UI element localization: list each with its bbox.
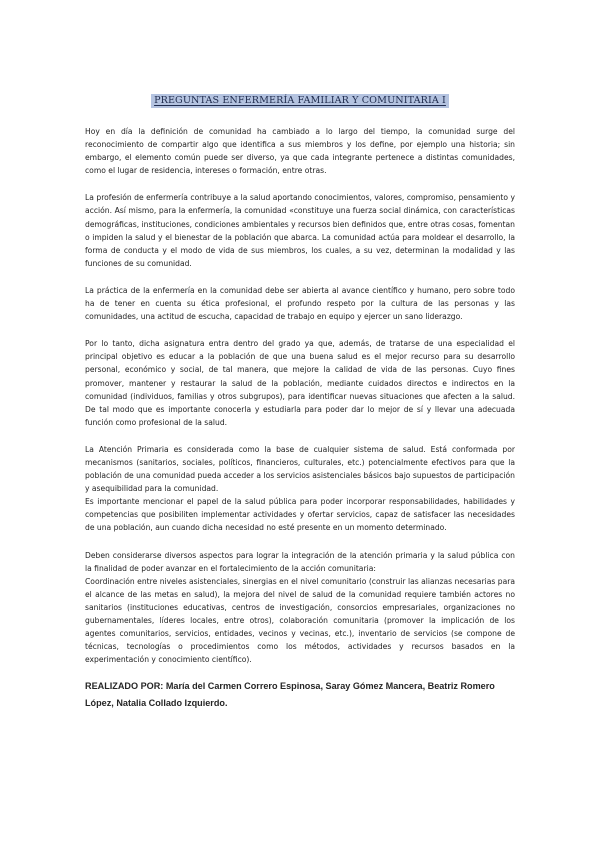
document-title: PREGUNTAS ENFERMERÍA FAMILIAR Y COMUNITARIA I — [151, 94, 449, 108]
paragraph-spacer — [85, 270, 515, 284]
authors-signature: REALIZADO POR: María del Carmen Correro Espinosa, Saray Gómez Mancera, Beatriz Romero López, Natalia Collado Izquierdo. — [85, 681, 495, 709]
paragraph-coordination: Coordinación entre niveles asistenciales, sinergias en el nivel comunitario (construir las alianzas necesarias para el alcance de las metas en salud), la mejora del nivel de salud de la comunidad requiere también actores no sanitarios (instituciones educativas, centros de investigación, consorcios empresariales, organizaciones no gubernamentales, líderes locales, entre otros), colaboración comunitaria (promover la implicación de los agentes comunitarios, servicios, entidades, vecinos y vecinas, etc.), inventario de servicios (se compone de técnicas, tecnologías o procedimientos como los métodos, actividades y recursos basados en la experimentación y conocimiento científico). — [85, 576, 515, 665]
document-body — [85, 125, 515, 712]
paragraph-spacer — [85, 666, 515, 678]
paragraph-subject-objective: Por lo tanto, dicha asignatura entra dentro del grado ya que, además, de tratarse de una especialidad el principal objetivo es educar a la población de que una buena salud es el mejor recurso para su desarrollo personal, económico y social, de tal manera, que mejore la calidad de vida de las personas. Cuyo fines promover, mantener y restaurar la salud de la población, mediante cuidados directos e indirectos en la comunidad (individuos, familias y otros subgrupos), para identificar nuevas situaciones que afecten a la salud. De tal modo que es importante conocerla y estudiarla para poder dar lo mejor de sí y llevar una adecuada función como profesional de la salud. — [85, 339, 515, 427]
paragraph-nursing-profession: La profesión de enfermería contribuye a la salud aportando conocimientos, valores, compromiso, pensamiento y acción. Así mismo, para la enfermería, la comunidad «constituye una fuerza social dinámica, con características demográficas, instituciones, condiciones ambientales y recursos bien definidos que, entre otras cosas, fomentan o impiden la salud y el bienestar de la población que abarca. La comunidad actúa para moldear el desarrollo, la forma de conducta y el modo de vida de sus miembros, los cuales, a su vez, determinan la modalidad y las funciones de su comunidad. — [85, 193, 515, 268]
paragraph-spacer — [85, 177, 515, 191]
paragraph-primary-care: La Atención Primaria es considerada como la base de cualquier sistema de salud. Está conformada por mecanismos (sanitarios, sociales, políticos, financieros, culturales, etc.) potencialmente efectivos para que la población de una comunidad pueda acceder a los servicios asistenciales básicos bajo supuestos de participación y asequibilidad para la comunidad. — [85, 444, 515, 494]
paragraph-spacer — [85, 535, 515, 549]
paragraph-nursing-practice: La práctica de la enfermería en la comunidad debe ser abierta al avance científico y humano, pero sobre todo ha de tener en cuenta su ética profesional, el profundo respeto por la cultura de las personas y las comunidades, una actitud de escucha, capacidad de trabajo en equipo y ejercer un sano liderazgo. — [85, 285, 515, 322]
paragraph-community-definition: Hoy en día la definición de comunidad ha cambiado a lo largo del tiempo, la comunidad surge del reconocimiento de compartir algo que identifica a sus miembros y los define, por ejemplo una historia; sin embargo, el elemento común puede ser diverso, ya que cada integrante pertenece a distintas comunidades, como el lugar de residencia, intereses o formación, entre otras. — [85, 127, 515, 176]
paragraph-public-health: Es importante mencionar el papel de la salud pública para poder incorporar responsabilidades, habilidades y competencias que posibiliten implementar actividades y ofertar servicios, capaz de satisfacer las necesidades de una población, aun cuando dicha necesidad no esté presente en un momento determinado. — [85, 497, 515, 533]
paragraph-integration-aspects: Deben considerarse diversos aspectos para lograr la integración de la atención primaria y la salud pública con la finalidad de poder avanzar en el fortalecimiento de la acción comunitaria: — [85, 550, 515, 573]
paragraph-spacer — [85, 429, 515, 443]
title-container — [0, 88, 600, 108]
paragraph-spacer — [85, 323, 515, 337]
